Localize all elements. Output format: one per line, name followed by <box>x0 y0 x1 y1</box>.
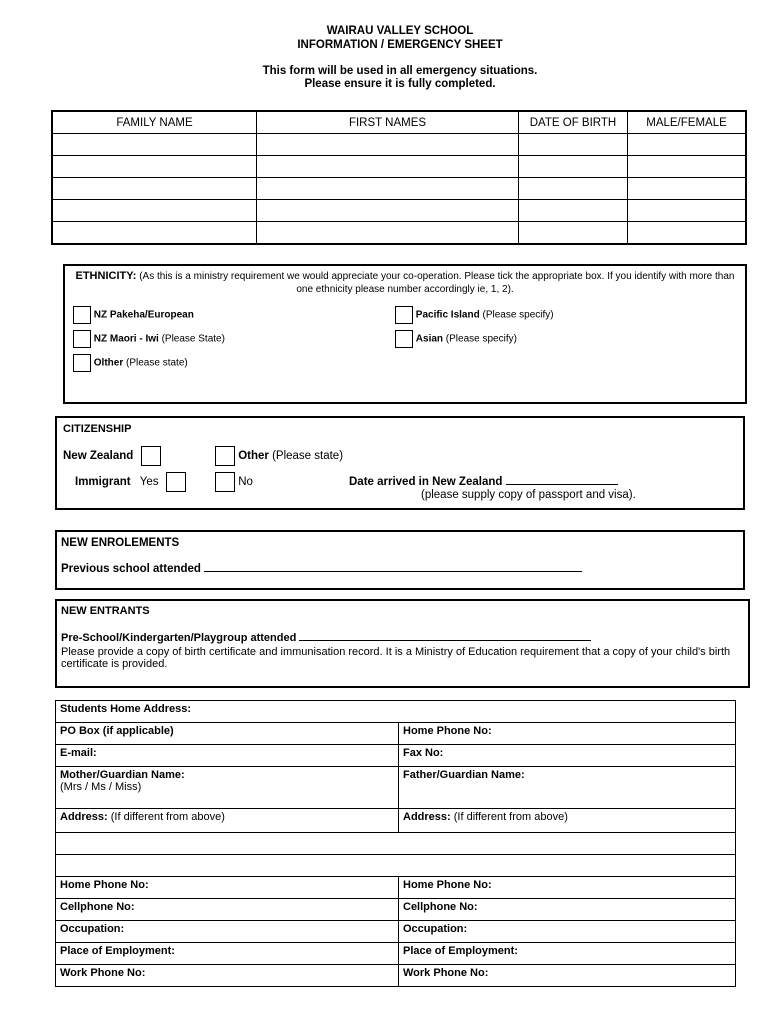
other-citizenship-checkbox[interactable] <box>215 446 235 466</box>
address-blank-row[interactable] <box>56 833 736 855</box>
mother-title-options: (Mrs / Ms / Miss) <box>60 781 142 793</box>
home-phone-field[interactable]: Home Phone No: <box>399 723 736 745</box>
nz-maori-extra: (Please State) <box>161 333 225 345</box>
new-enrolements-section <box>55 530 745 590</box>
mother-place-of-employment[interactable]: Place of Employment: <box>56 943 399 965</box>
immigrant-label: Immigrant <box>75 476 131 489</box>
table-cell[interactable] <box>519 222 628 245</box>
table-row <box>52 222 746 245</box>
ethnicity-option-nz-pakeha[interactable] <box>73 306 194 324</box>
preschool-label: Pre-School/Kindergarten/Playgroup attended <box>61 632 297 644</box>
father-place-of-employment[interactable]: Place of Employment: <box>399 943 736 965</box>
mother-home-phone[interactable]: Home Phone No: <box>56 877 399 899</box>
immigrant-no-checkbox[interactable] <box>215 472 235 492</box>
table-cell[interactable] <box>628 200 747 222</box>
ethnicity-option-pacific-island[interactable] <box>395 306 554 324</box>
table-row <box>52 134 746 156</box>
table-cell[interactable] <box>257 200 519 222</box>
mother-address-extra: (If different from above) <box>110 811 225 823</box>
asian-checkbox[interactable] <box>395 330 413 348</box>
table-cell[interactable] <box>257 156 519 178</box>
previous-school-label: Previous school attended <box>61 563 201 575</box>
father-cellphone[interactable]: Cellphone No: <box>399 899 736 921</box>
asian-label: Asian <box>415 333 444 345</box>
table-cell[interactable] <box>257 134 519 156</box>
passport-note: (please supply copy of passport and visa). <box>421 489 636 501</box>
table-cell[interactable] <box>628 134 747 156</box>
new-entrants-note: Please provide a copy of birth certificate and immunisation record. It is a Ministry of Education requirement that a copy of your child's birth certificate is provided. <box>61 646 731 670</box>
new-zealand-checkbox[interactable] <box>141 446 161 466</box>
table-cell[interactable] <box>52 178 257 200</box>
other-citizenship-extra: (Please state) <box>272 450 344 463</box>
header-note-2: Please ensure it is fully completed. <box>304 78 496 90</box>
table-cell[interactable] <box>519 156 628 178</box>
family-table <box>51 110 747 245</box>
fax-field[interactable]: Fax No: <box>399 745 736 767</box>
immigrant-yes-checkbox[interactable] <box>166 472 186 492</box>
ethnicity-option-asian[interactable] <box>395 330 517 348</box>
date-arrived-label: Date arrived in New Zealand <box>349 476 503 488</box>
family-table-header <box>52 111 746 134</box>
mother-cellphone[interactable]: Cellphone No: <box>56 899 399 921</box>
new-entrants-section <box>55 599 750 688</box>
father-home-phone[interactable]: Home Phone No: <box>399 877 736 899</box>
table-cell[interactable] <box>257 222 519 245</box>
father-address-extra: (If different from above) <box>453 811 568 823</box>
previous-school-field[interactable] <box>204 571 582 572</box>
table-cell[interactable] <box>628 178 747 200</box>
citizenship-section <box>55 416 745 510</box>
mother-occupation[interactable]: Occupation: <box>56 921 399 943</box>
new-zealand-label: New Zealand <box>63 450 134 463</box>
immigrant-yes-label: Yes <box>139 476 159 489</box>
col-male-female: MALE/FEMALE <box>628 111 747 134</box>
mother-guardian-field[interactable] <box>56 767 399 809</box>
nz-pakeha-label: NZ Pakeha/European <box>93 309 194 321</box>
nz-maori-label: NZ Maori - Iwi <box>93 333 159 345</box>
other-ethnicity-label: Olther <box>93 357 124 369</box>
school-name: WAIRAU VALLEY SCHOOL <box>326 25 474 37</box>
students-home-address[interactable]: Students Home Address: <box>56 701 736 723</box>
father-address-field[interactable] <box>399 809 736 833</box>
address-blank-row[interactable] <box>56 855 736 877</box>
ethnicity-option-other[interactable] <box>73 354 188 372</box>
citizenship-label: CITIZENSHIP <box>63 423 132 435</box>
mother-guardian-label: Mother/Guardian Name: <box>60 769 185 781</box>
mother-work-phone[interactable]: Work Phone No: <box>56 965 399 987</box>
other-citizenship-label: Other <box>238 450 269 463</box>
sheet-title: INFORMATION / EMERGENCY SHEET <box>297 39 503 51</box>
other-ethnicity-extra: (Please state) <box>126 357 188 369</box>
father-occupation[interactable]: Occupation: <box>399 921 736 943</box>
header-note-1: This form will be used in all emergency situations. <box>262 65 538 77</box>
table-row <box>52 178 746 200</box>
table-cell[interactable] <box>52 156 257 178</box>
table-cell[interactable] <box>628 156 747 178</box>
father-guardian-field[interactable]: Father/Guardian Name: <box>399 767 736 809</box>
ethnicity-option-nz-maori[interactable] <box>73 330 225 348</box>
pacific-island-checkbox[interactable] <box>395 306 413 324</box>
table-row <box>52 200 746 222</box>
nz-maori-checkbox[interactable] <box>73 330 91 348</box>
table-row <box>52 156 746 178</box>
email-field[interactable]: E-mail: <box>56 745 399 767</box>
po-box-field[interactable]: PO Box (if applicable) <box>56 723 399 745</box>
table-cell[interactable] <box>52 200 257 222</box>
table-cell[interactable] <box>52 222 257 245</box>
date-arrived-field[interactable] <box>506 484 618 485</box>
col-date-of-birth: DATE OF BIRTH <box>519 111 628 134</box>
preschool-field[interactable] <box>299 640 591 641</box>
ethnicity-section <box>63 264 747 404</box>
new-entrants-label: NEW ENTRANTS <box>61 605 150 617</box>
father-address-label: Address: <box>403 811 451 823</box>
table-cell[interactable] <box>257 178 519 200</box>
ethnicity-note: (As this is a ministry requirement we would appreciate your co-operation. Please tick the appropriate box. If you identify with more than one ethnicity please number accordingly ie, 1, 2). <box>139 271 735 295</box>
mother-address-field[interactable] <box>56 809 399 833</box>
other-ethnicity-checkbox[interactable] <box>73 354 91 372</box>
table-cell[interactable] <box>628 222 747 245</box>
table-cell[interactable] <box>519 200 628 222</box>
father-work-phone[interactable]: Work Phone No: <box>399 965 736 987</box>
immigrant-no-label: No <box>238 476 253 489</box>
contact-table <box>55 700 736 987</box>
col-first-names: FIRST NAMES <box>257 111 519 134</box>
pacific-island-extra: (Please specify) <box>482 309 554 321</box>
table-cell[interactable] <box>519 178 628 200</box>
table-cell[interactable] <box>519 134 628 156</box>
ethnicity-label: ETHNICITY: <box>75 270 137 282</box>
nz-pakeha-checkbox[interactable] <box>73 306 91 324</box>
mother-address-label: Address: <box>60 811 108 823</box>
col-family-name: FAMILY NAME <box>52 111 257 134</box>
table-cell[interactable] <box>52 134 257 156</box>
asian-extra: (Please specify) <box>445 333 517 345</box>
pacific-island-label: Pacific Island <box>415 309 480 321</box>
new-enrolements-label: NEW ENROLEMENTS <box>61 537 180 549</box>
